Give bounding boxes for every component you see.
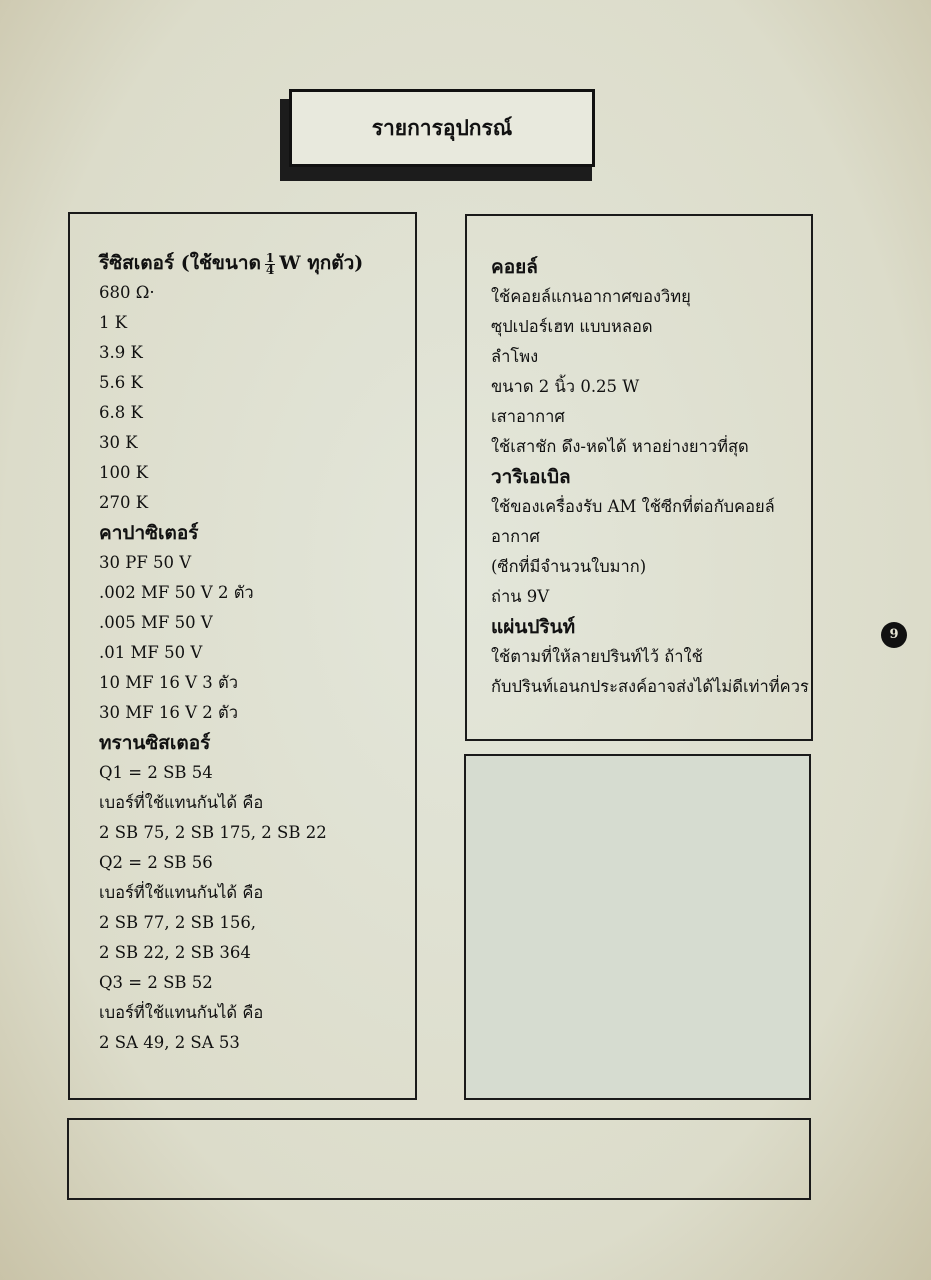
coil-item: ซุปเปอร์เฮท แบบหลอด	[491, 317, 653, 336]
right-column	[491, 252, 809, 702]
resistor-item: 1 K	[99, 313, 128, 332]
speaker-heading: ลำโพง	[491, 347, 539, 366]
resistor-heading-pre: รีซิสเตอร์ (ใช้ขนาด	[99, 252, 261, 274]
resistor-item: 270 K	[99, 493, 149, 512]
coil-heading: คอยล์	[491, 256, 538, 278]
capacitor-item: .002 MF 50 V 2 ตัว	[99, 583, 254, 602]
resistor-heading	[99, 248, 363, 278]
left-column	[99, 248, 363, 1058]
resistor-item: 5.6 K	[99, 373, 143, 392]
variable-item: (ซีกที่มีจำนวนใบมาก)	[491, 557, 647, 576]
resistor-item: 100 K	[99, 463, 149, 482]
coil-item: ใช้คอยล์แกนอากาศของวิทยุ	[491, 287, 691, 306]
page-title	[289, 89, 595, 167]
antenna-heading: เสาอากาศ	[491, 407, 565, 426]
resistor-heading-post: W ทุกตัว)	[279, 252, 364, 274]
quarter-fraction	[265, 250, 275, 277]
resistor-item: 3.9 K	[99, 343, 143, 362]
bottom-box	[67, 1118, 811, 1200]
capacitor-item: 30 PF 50 V	[99, 553, 192, 572]
fraction-numerator: 1	[265, 250, 275, 265]
transistor-item: 2 SB 75, 2 SB 175, 2 SB 22	[99, 823, 327, 842]
transistor-item: Q2 = 2 SB 56	[99, 853, 213, 872]
transistor-item: 2 SB 77, 2 SB 156,	[99, 913, 257, 932]
antenna-item: ใช้เสาชัก ดึง-หดได้ หาอย่างยาวที่สุด	[491, 437, 749, 456]
page-number-badge: 9	[881, 622, 907, 648]
transistor-item: เบอร์ที่ใช้แทนกันได้ คือ	[99, 1003, 264, 1022]
page-title-text: รายการอุปกรณ์	[371, 114, 513, 140]
transistor-heading: ทรานซิสเตอร์	[99, 732, 211, 754]
variable-heading: วาริเอเบิล	[491, 466, 571, 488]
capacitor-item: .005 MF 50 V	[99, 613, 213, 632]
pcb-heading: แผ่นปรินท์	[491, 616, 576, 638]
transistor-item: เบอร์ที่ใช้แทนกันได้ คือ	[99, 793, 264, 812]
speaker-item: ขนาด 2 นิ้ว 0.25 W	[491, 377, 640, 396]
resistor-item: 30 K	[99, 433, 138, 452]
photo-box	[464, 754, 811, 1100]
variable-item: อากาศ	[491, 527, 540, 546]
fraction-denominator: 4	[265, 262, 275, 277]
transistor-item: 2 SB 22, 2 SB 364	[99, 943, 251, 962]
transistor-item: Q3 = 2 SB 52	[99, 973, 213, 992]
resistor-list	[99, 278, 363, 518]
transistor-item: Q1 = 2 SB 54	[99, 763, 213, 782]
capacitor-item: .01 MF 50 V	[99, 643, 203, 662]
transistor-list	[99, 758, 363, 1058]
capacitor-list	[99, 548, 363, 728]
capacitor-item: 10 MF 16 V 3 ตัว	[99, 673, 238, 692]
pcb-item: ใช้ตามที่ให้ลายปรินท์ไว้ ถ้าใช้	[491, 647, 703, 666]
variable-item: ใช้ของเครื่องรับ AM ใช้ซีกที่ต่อกับคอยล์	[491, 497, 775, 516]
variable-item: ถ่าน 9V	[491, 587, 550, 606]
transistor-item: เบอร์ที่ใช้แทนกันได้ คือ	[99, 883, 264, 902]
transistor-item: 2 SA 49, 2 SA 53	[99, 1033, 240, 1052]
capacitor-item: 30 MF 16 V 2 ตัว	[99, 703, 238, 722]
resistor-item: 680 Ω·	[99, 283, 155, 302]
capacitor-heading: คาปาซิเตอร์	[99, 522, 199, 544]
pcb-item: กับปรินท์เอนกประสงค์อาจส่งได้ไม่ดีเท่าที่ควร	[491, 677, 809, 696]
resistor-item: 6.8 K	[99, 403, 143, 422]
